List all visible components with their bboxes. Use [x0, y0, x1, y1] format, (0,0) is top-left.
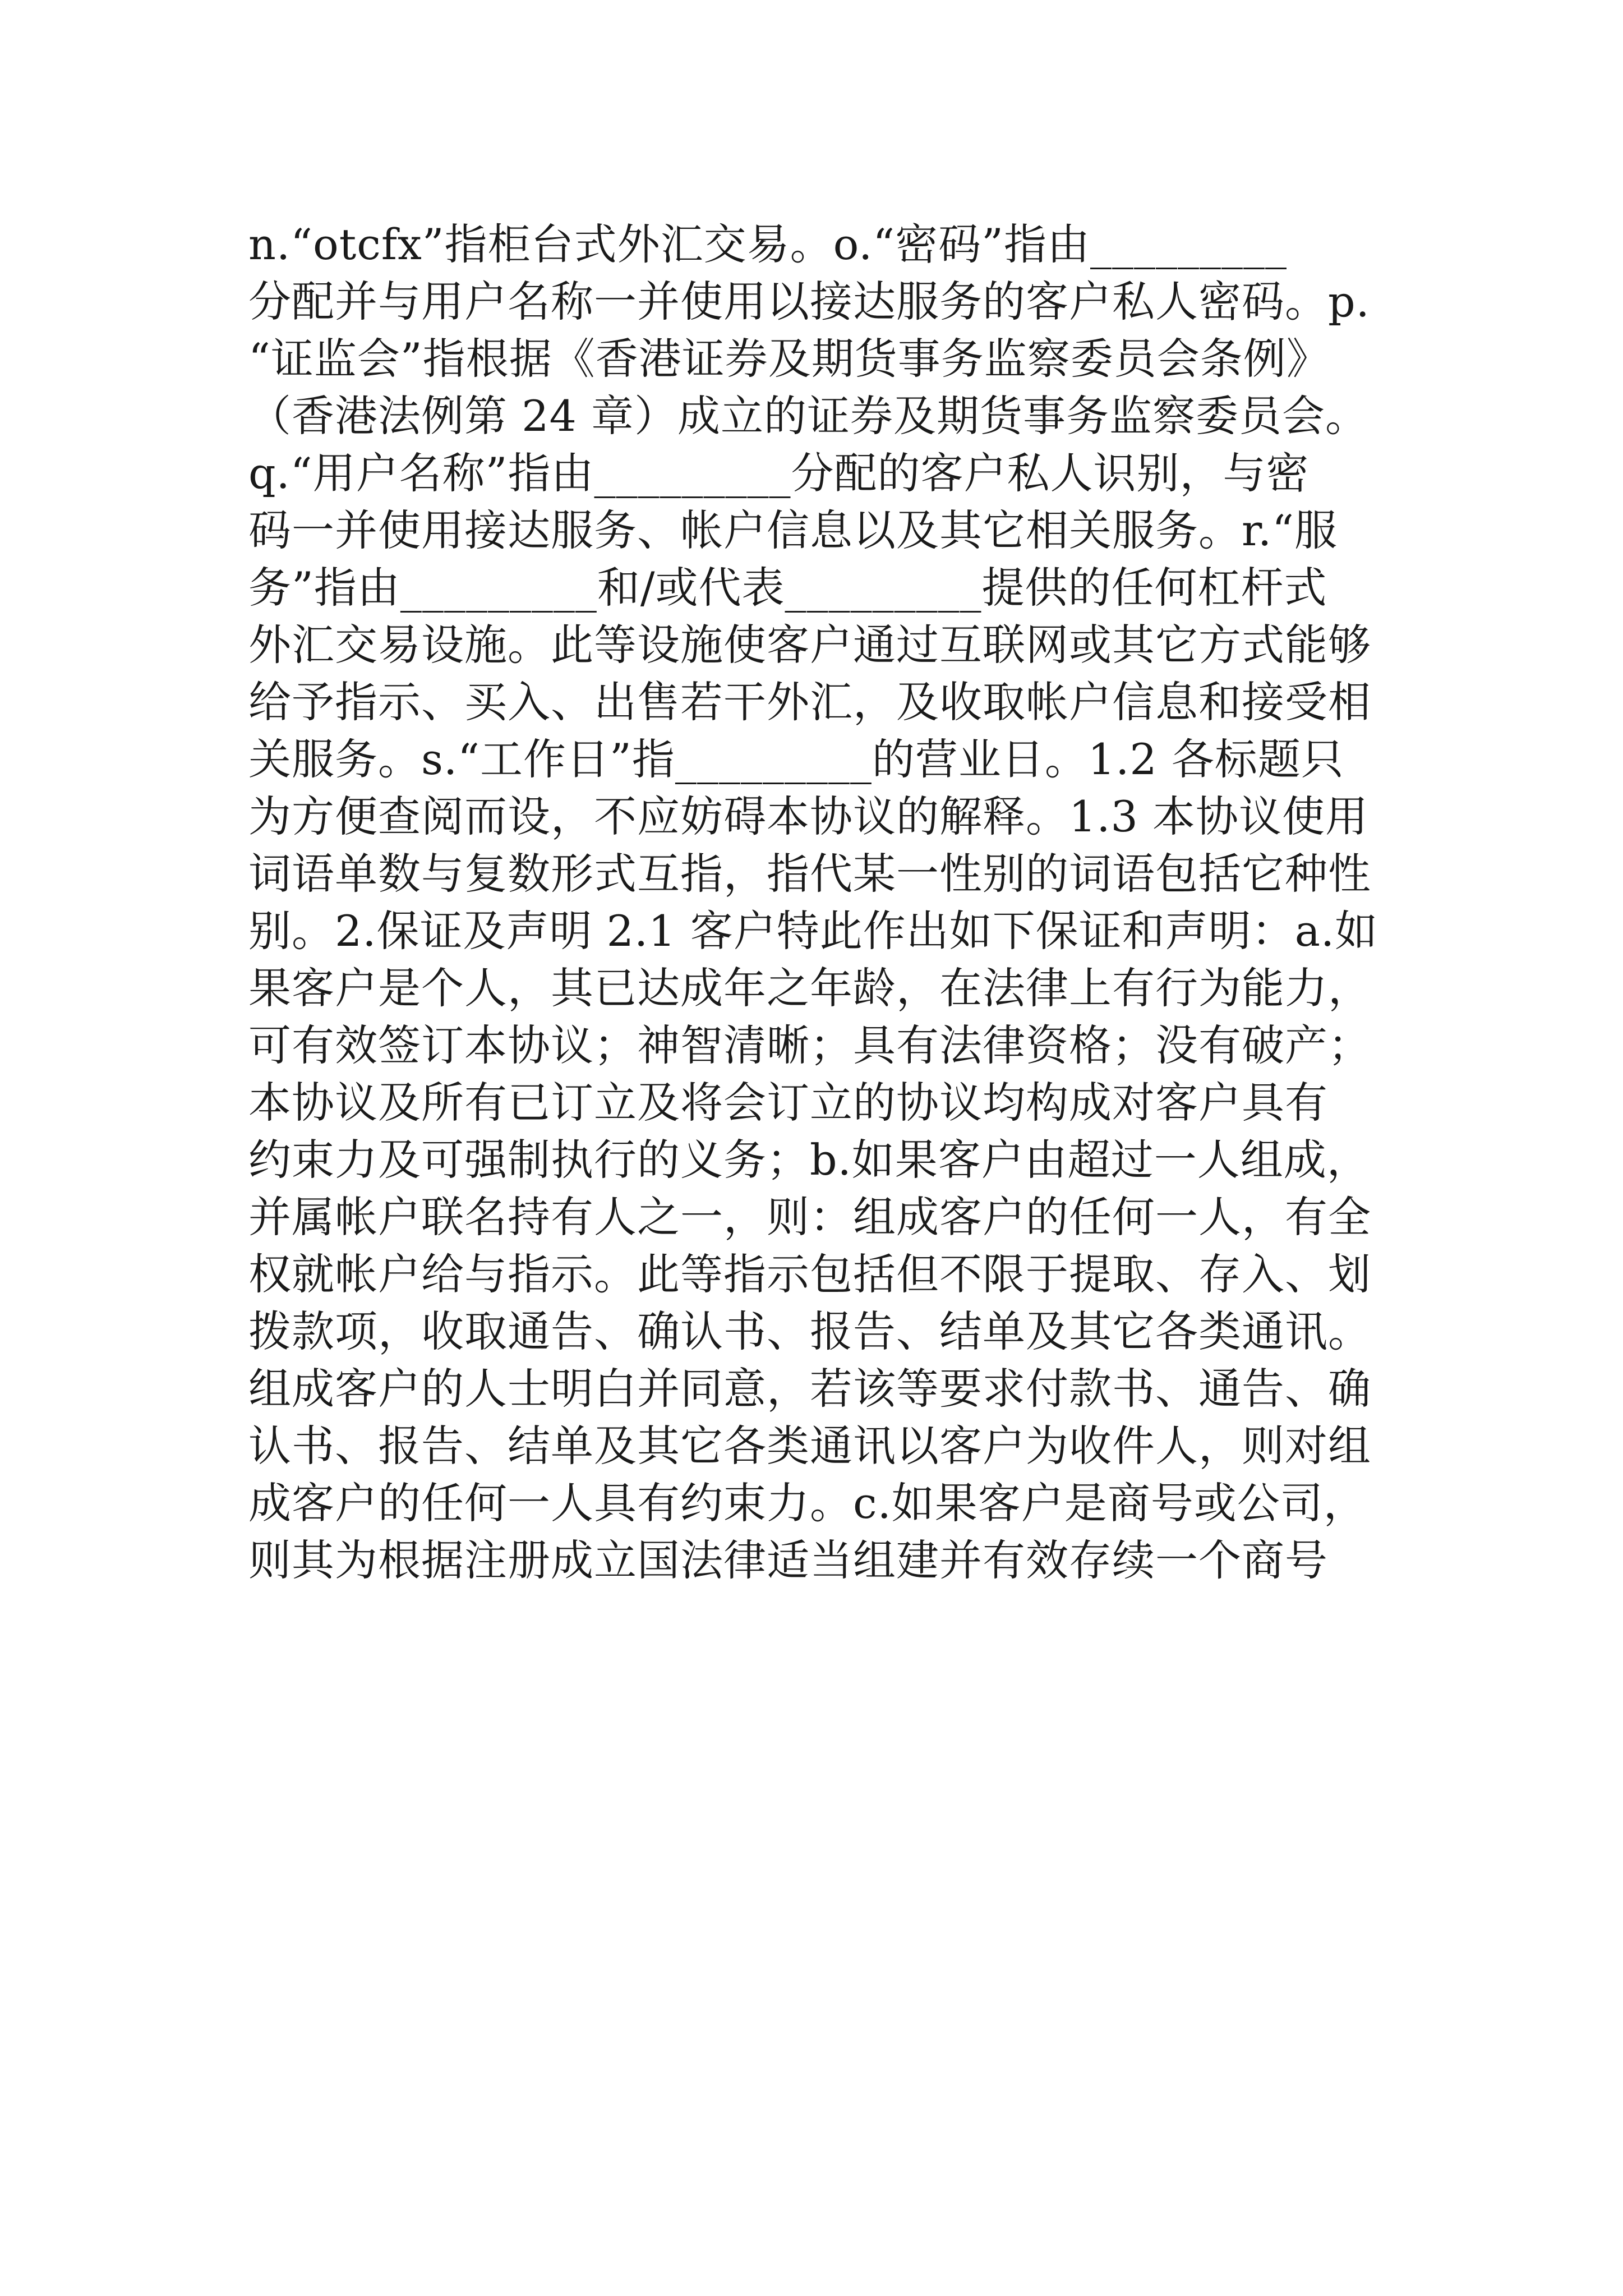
text-line: 成客户的任何一人具有约束力。c.如果客户是商号或公司，: [248, 1478, 1367, 1528]
text-line: 外汇交易设施。此等设施使客户通过互联网或其它方式能够: [248, 620, 1371, 670]
text-line: 可有效签订本协议；神智清晰；具有法律资格；没有破产；: [248, 1020, 1371, 1070]
text-line: 拨款项，收取通告、确认书、报告、结单及其它各类通讯。: [248, 1306, 1371, 1356]
text-line: 分配并与用户名称一并使用以接达服务的客户私人密码。p.: [248, 277, 1370, 326]
text-line: n.“otcfx”指柜台式外汇交易。o.“密码”指由_________: [248, 219, 1287, 269]
text-line: 务”指由_________和/或代表_________提供的任何杠杆式: [248, 563, 1327, 613]
text-line: 为方便查阅而设，不应妨碍本协议的解释。1.3 本协议使用: [248, 792, 1369, 841]
text-line: 码一并使用接达服务、帐户信息以及其它相关服务。r.“服: [248, 505, 1338, 555]
text-line: 约束力及可强制执行的义务；b.如果客户由超过一人组成，: [248, 1135, 1370, 1185]
text-line: 本协议及所有已订立及将会订立的协议均构成对客户具有: [248, 1078, 1328, 1128]
text-line: 组成客户的人士明白并同意，若该等要求付款书、通告、确: [248, 1364, 1371, 1414]
text-line: q.“用户名称”指由_________分配的客户私人识别，与密: [248, 448, 1310, 498]
text-line: 别。2.保证及声明 2.1 客户特此作出如下保证和声明：a.如: [248, 906, 1378, 956]
body-text: [248, 216, 1393, 1589]
text-line: 关服务。s.“工作日”指_________的营业日。1.2 各标题只: [248, 734, 1344, 784]
text-line: 权就帐户给与指示。此等指示包括但不限于提取、存入、划: [248, 1249, 1371, 1299]
text-line: 则其为根据注册成立国法律适当组建并有效存续一个商号: [248, 1535, 1328, 1585]
text-line: （香港法例第 24 章）成立的证券及期货事务监察委员会。: [248, 391, 1369, 441]
text-line: 并属帐户联名持有人之一，则：组成客户的任何一人，有全: [248, 1192, 1371, 1242]
text-line: 果客户是个人，其已达成年之年龄，在法律上有行为能力，: [248, 963, 1371, 1013]
text-line: “证监会”指根据《香港证券及期货事务监察委员会条例》: [248, 334, 1330, 384]
text-line: 认书、报告、结单及其它各类通讯以客户为收件人，则对组: [248, 1421, 1371, 1471]
text-line: 词语单数与复数形式互指，指代某一性别的词语包括它种性: [248, 849, 1371, 899]
text-line: 给予指示、买入、出售若干外汇，及收取帐户信息和接受相: [248, 677, 1371, 727]
